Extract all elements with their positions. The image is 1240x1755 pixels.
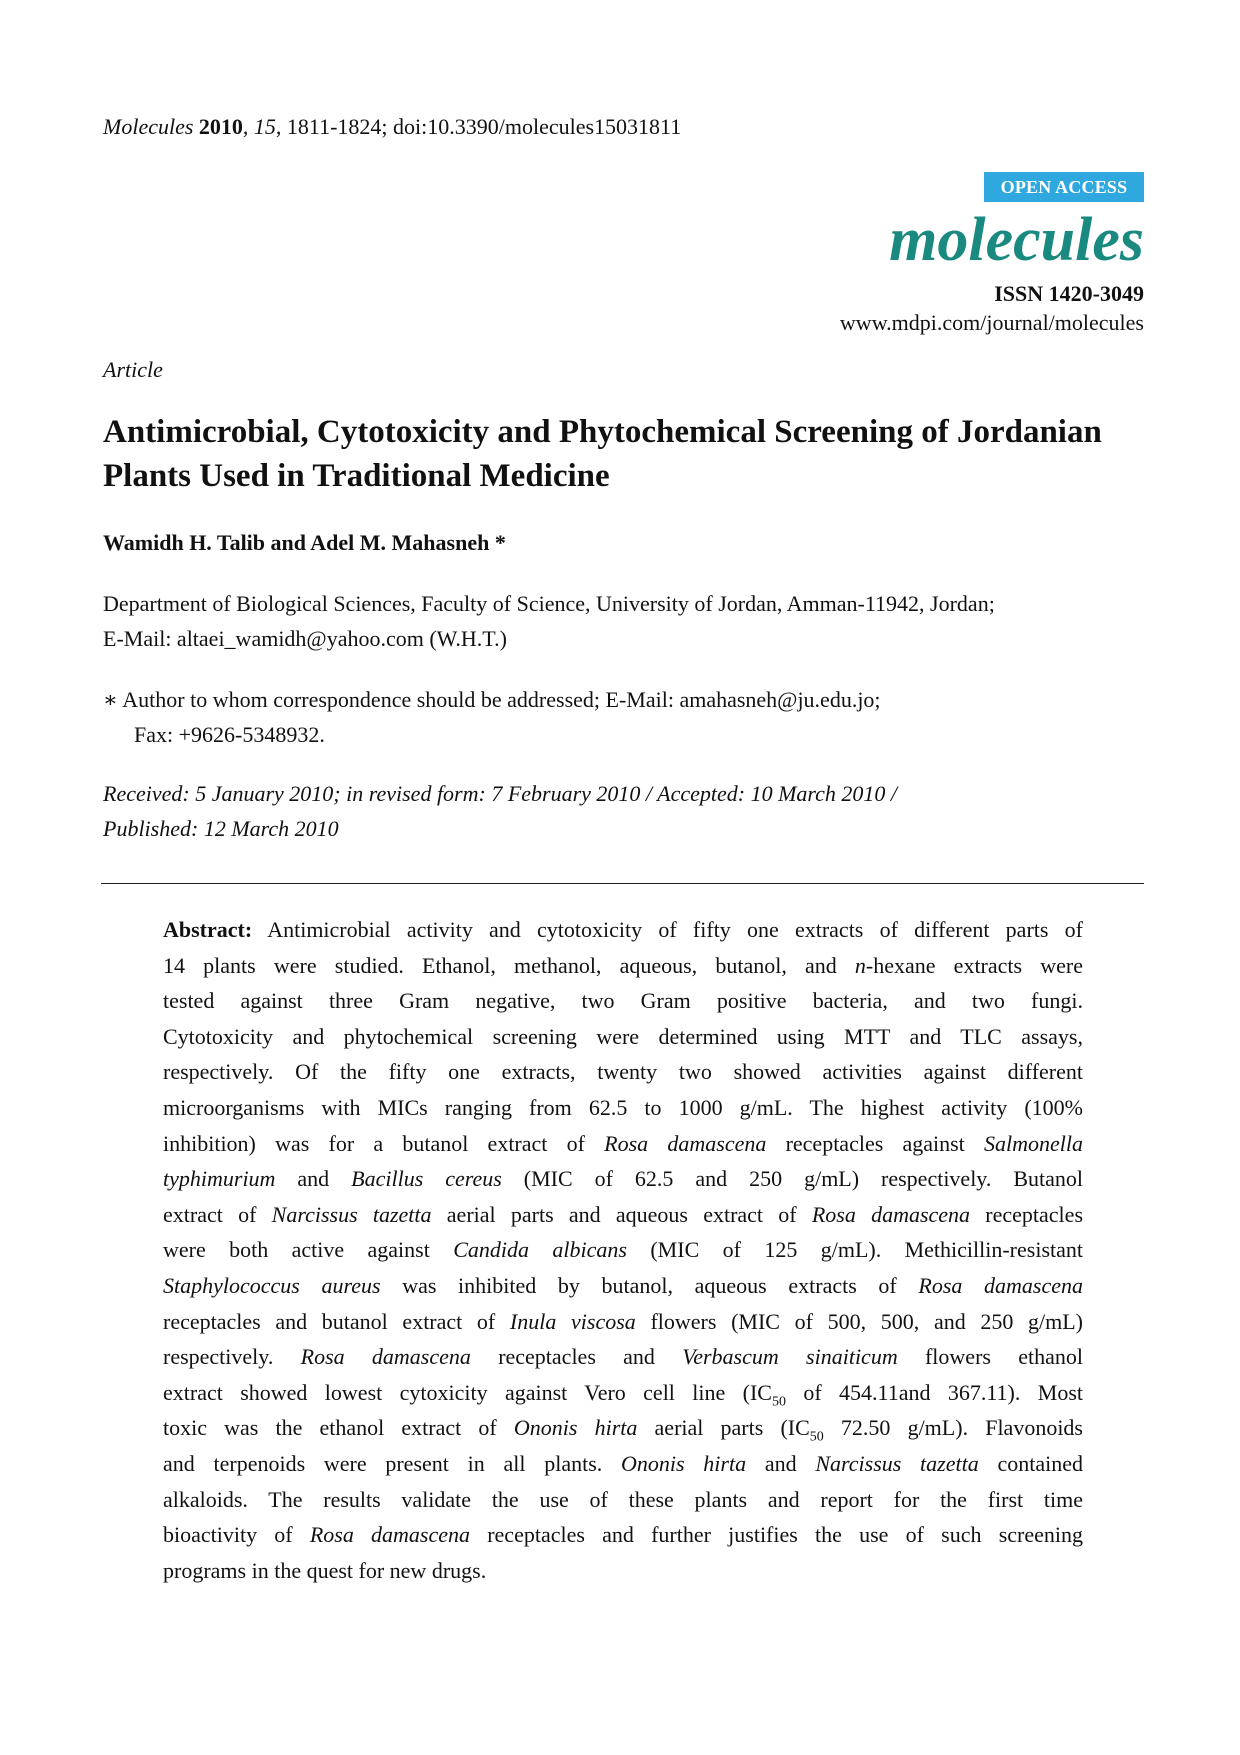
correspondence-fax: Fax: +9626-5348932. [134,722,325,747]
abstract-line [163,1304,1083,1340]
affiliation-email: E-Mail: altaei_wamidh@yahoo.com (W.H.T.) [103,626,507,651]
correspondence-line [103,682,1153,717]
abstract-text: extract showed lowest cytoxicity against Vero cell line (IC [163,1379,772,1405]
italic-term: Rosa damascena [918,1272,1084,1298]
abstract-text: and [746,1450,816,1476]
abstract-text: and [275,1166,352,1192]
abstract-line [163,1197,1083,1233]
italic-term: n [854,952,866,978]
italic-term: Inula viscosa [509,1308,636,1334]
abstract-line [163,1482,1083,1518]
citation-journal: Molecules [103,114,194,139]
dates-published: Published: 12 March 2010 [103,816,339,841]
abstract-line [163,1517,1083,1553]
abstract-line [163,1161,1083,1197]
issn-label: ISSN 1420-3049 [994,281,1144,306]
abstract-block [163,912,1083,1588]
abstract-text: extract of [163,1201,272,1227]
asterisk-icon: ∗ [103,687,118,712]
correspondence-block [103,682,1153,752]
abstract-text: was inhibited by butanol, aqueous extracts of [380,1272,919,1298]
abstract-line [163,1232,1083,1268]
abstract-text: receptacles and further justifies the use of such screening [470,1522,1083,1548]
abstract-text: receptacles [970,1201,1083,1227]
abstract-text: were both active against [163,1237,454,1263]
abstract-text: Antimicrobial activity and cytotoxicity of fifty one extracts of different parts of [252,917,1083,942]
abstract-text: alkaloids. The results validate the use of these plants and report for the first time [163,1486,1083,1512]
italic-term: Ononis hirta [513,1415,638,1441]
journal-logo: molecules [889,206,1144,274]
section-divider [101,883,1144,884]
italic-term: Narcissus tazetta [815,1450,979,1476]
abstract-text: of 454.11and 367.11). Most [785,1379,1083,1405]
abstract-text: Cytotoxicity and phytochemical screening were determined using MTT and TLC assays, [163,1023,1083,1049]
abstract-text: 72.50 g/mL). Flavonoids [823,1415,1083,1441]
italic-term: typhimurium [163,1166,276,1192]
abstract-text: (MIC of 125 g/mL). Methicillin-resistant [626,1237,1084,1263]
abstract-line [163,1410,1083,1446]
abstract-line [163,1090,1083,1126]
abstract-text: and terpenoids were present in all plants. [163,1450,621,1476]
abstract-line [163,1019,1083,1055]
correspondence-email: Author to whom correspondence should be addressed; E-Mail: amahasneh@ju.edu.jo; [122,687,881,712]
author-list: Wamidh H. Talib and Adel M. Mahasneh * [103,530,506,555]
abstract-text: flowers (MIC of 500, 500, and 250 g/mL) [635,1308,1084,1334]
italic-term: Rosa damascena [811,1201,971,1227]
dates-received-accepted: Received: 5 January 2010; in revised form: 7 February 2010 / Accepted: 10 March 2010 / [103,781,898,806]
abstract-line [163,1268,1083,1304]
italic-term: Rosa damascena [300,1344,471,1370]
citation-volume: 15 [253,114,276,139]
italic-term: Salmonella [984,1130,1084,1156]
citation-line [103,112,681,142]
abstract-line [163,912,1083,948]
abstract-text: aerial parts and aqueous extract of [431,1201,812,1227]
abstract-label: Abstract: [163,917,253,942]
abstract-text: (MIC of 62.5 and 250 g/mL) respectively. Butanol [501,1166,1084,1192]
abstract-text: flowers ethanol [897,1344,1083,1370]
italic-term: Bacillus cereus [351,1166,502,1192]
italic-term: Ononis hirta [621,1450,747,1476]
abstract-text: programs in the quest for new drugs. [163,1557,487,1583]
abstract-text: 14 plants were studied. Ethanol, methanol, aqueous, butanol, and [163,952,855,978]
citation-pages-doi: , 1811-1824; doi:10.3390/molecules15031811 [275,114,682,139]
abstract-line [163,1446,1083,1482]
abstract-text: tested against three Gram negative, two Gram positive bacteria, and two fungi. [163,988,1083,1014]
abstract-text: inhibition) was for a butanol extract of [163,1130,605,1156]
abstract-text: bioactivity of [163,1522,310,1548]
abstract-text: respectively. Of the fifty one extracts, twenty two showed activities against different [163,1059,1083,1085]
abstract-line [163,948,1083,984]
italic-term: Narcissus tazetta [271,1201,432,1227]
italic-term: Candida albicans [453,1237,627,1263]
abstract-text: receptacles against [766,1130,985,1156]
abstract-line [163,1054,1083,1090]
abstract-text: receptacles and butanol extract of [163,1308,510,1334]
italic-term: Verbascum sinaiticum [682,1344,898,1370]
abstract-line [163,1375,1083,1411]
open-access-badge: OPEN ACCESS [984,172,1144,202]
abstract-text: -hexane extracts were [865,952,1083,978]
abstract-text: toxic was the ethanol extract of [163,1415,514,1441]
abstract-text: respectively. [163,1344,301,1370]
article-type-label: Article [103,357,163,382]
abstract-text: aerial parts (IC [637,1415,810,1441]
abstract-line [163,1339,1083,1375]
abstract-text: receptacles and [470,1344,683,1370]
abstract-line [163,1553,1083,1589]
abstract-line [163,1126,1083,1162]
italic-term: Rosa damascena [604,1130,767,1156]
paper-title: Antimicrobial, Cytotoxicity and Phytochemical Screening of Jordanian Plants Used in Traditional Medicine [103,414,1102,494]
abstract-text: contained [978,1450,1083,1476]
publication-dates [103,776,1153,846]
italic-term: Staphylococcus aureus [163,1272,381,1298]
affiliation-line: Department of Biological Sciences, Faculty of Science, University of Jordan, Amman-11942, Jordan; [103,591,995,616]
italic-term: Rosa damascena [309,1522,471,1548]
abstract-text: microorganisms with MICs ranging from 62.5 to 1000 g/mL. The highest activity (100% [163,1094,1083,1120]
journal-url-link[interactable]: www.mdpi.com/journal/molecules [839,310,1144,335]
citation-comma: , [242,114,254,139]
abstract-line [163,983,1083,1019]
citation-year: 2010 [198,114,243,139]
subscript-text: 50 [771,1394,786,1410]
affiliation-block [103,586,1153,656]
subscript-text: 50 [809,1429,824,1445]
